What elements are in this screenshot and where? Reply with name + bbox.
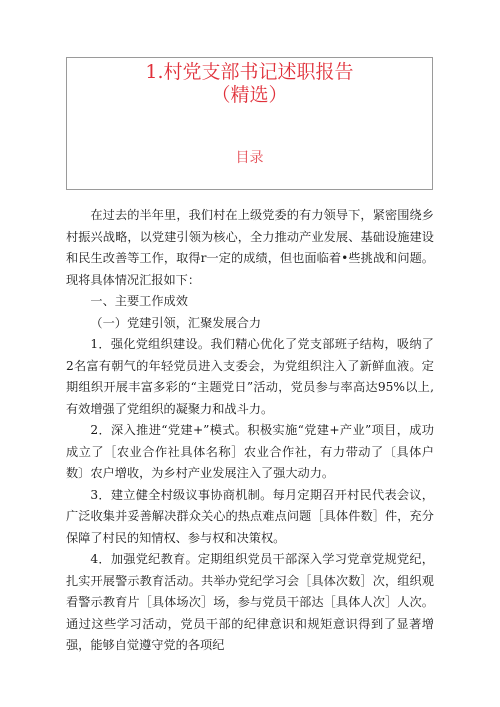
document-title: 1.村党支部书记述职报告: [145, 61, 354, 83]
intro-paragraph: 在过去的半年里，我们村在上级党委的有力领导下，紧密围绕乡村振兴战略，以党建引领为核心，全力推动产业发展、基础设施建设和民生改善等工作，取得r一定的成绩，但也面临着•些挑战和问题。现将具体情况汇报如下：: [66, 208, 434, 287]
document-subtitle: （精选）: [211, 84, 288, 106]
title-box: [66, 57, 433, 190]
list-item: 1．强化党组织建设。我们精心优化了党支部班子结构，吸纳了2名富有朝气的年轻党员进入支委会，为党组织注入了新鲜血液。定期组织开展丰富多彩的“主题党日”活动，党员参与率高达95%以上,有效增强了党组织的凝聚力和战斗力。: [66, 337, 434, 416]
section-heading: 一、主要工作成效: [90, 294, 188, 308]
table-of-contents-label: 目录: [235, 150, 264, 166]
list-item: 3．建立健全村级议事协商机制。每月定期召开村民代表会议，广泛收集并妥善解决群众关心的热点难点问题［具体件数］件，充分保障了村民的知情权、参与权和决策权。: [66, 487, 434, 545]
document-body: [66, 205, 434, 657]
subsection-heading: （一）党建引领，汇聚发展合力: [90, 315, 262, 330]
list-item: 4．加强党纪教育。定期组织党员干部深入学习党章党规党纪，扎实开展警示教育活动。共举办党纪学习会［具体次数］次，组织观看警示教育片［具体场次］场，参与党员干部达［具体人次］人次。通过这些学习活动，党员干部的纪律意识和规矩意识得到了显著增强，能够自觉遵守党的各项纪: [66, 552, 434, 652]
list-item: 2．深入推进“党建+”模式。积极实施“党建+产业”项目，成功成立了［农业合作社具体名称］农业合作社，有力带动了〔具体户数〕农户增收，为乡村产业发展注入了强大动力。: [66, 423, 434, 480]
